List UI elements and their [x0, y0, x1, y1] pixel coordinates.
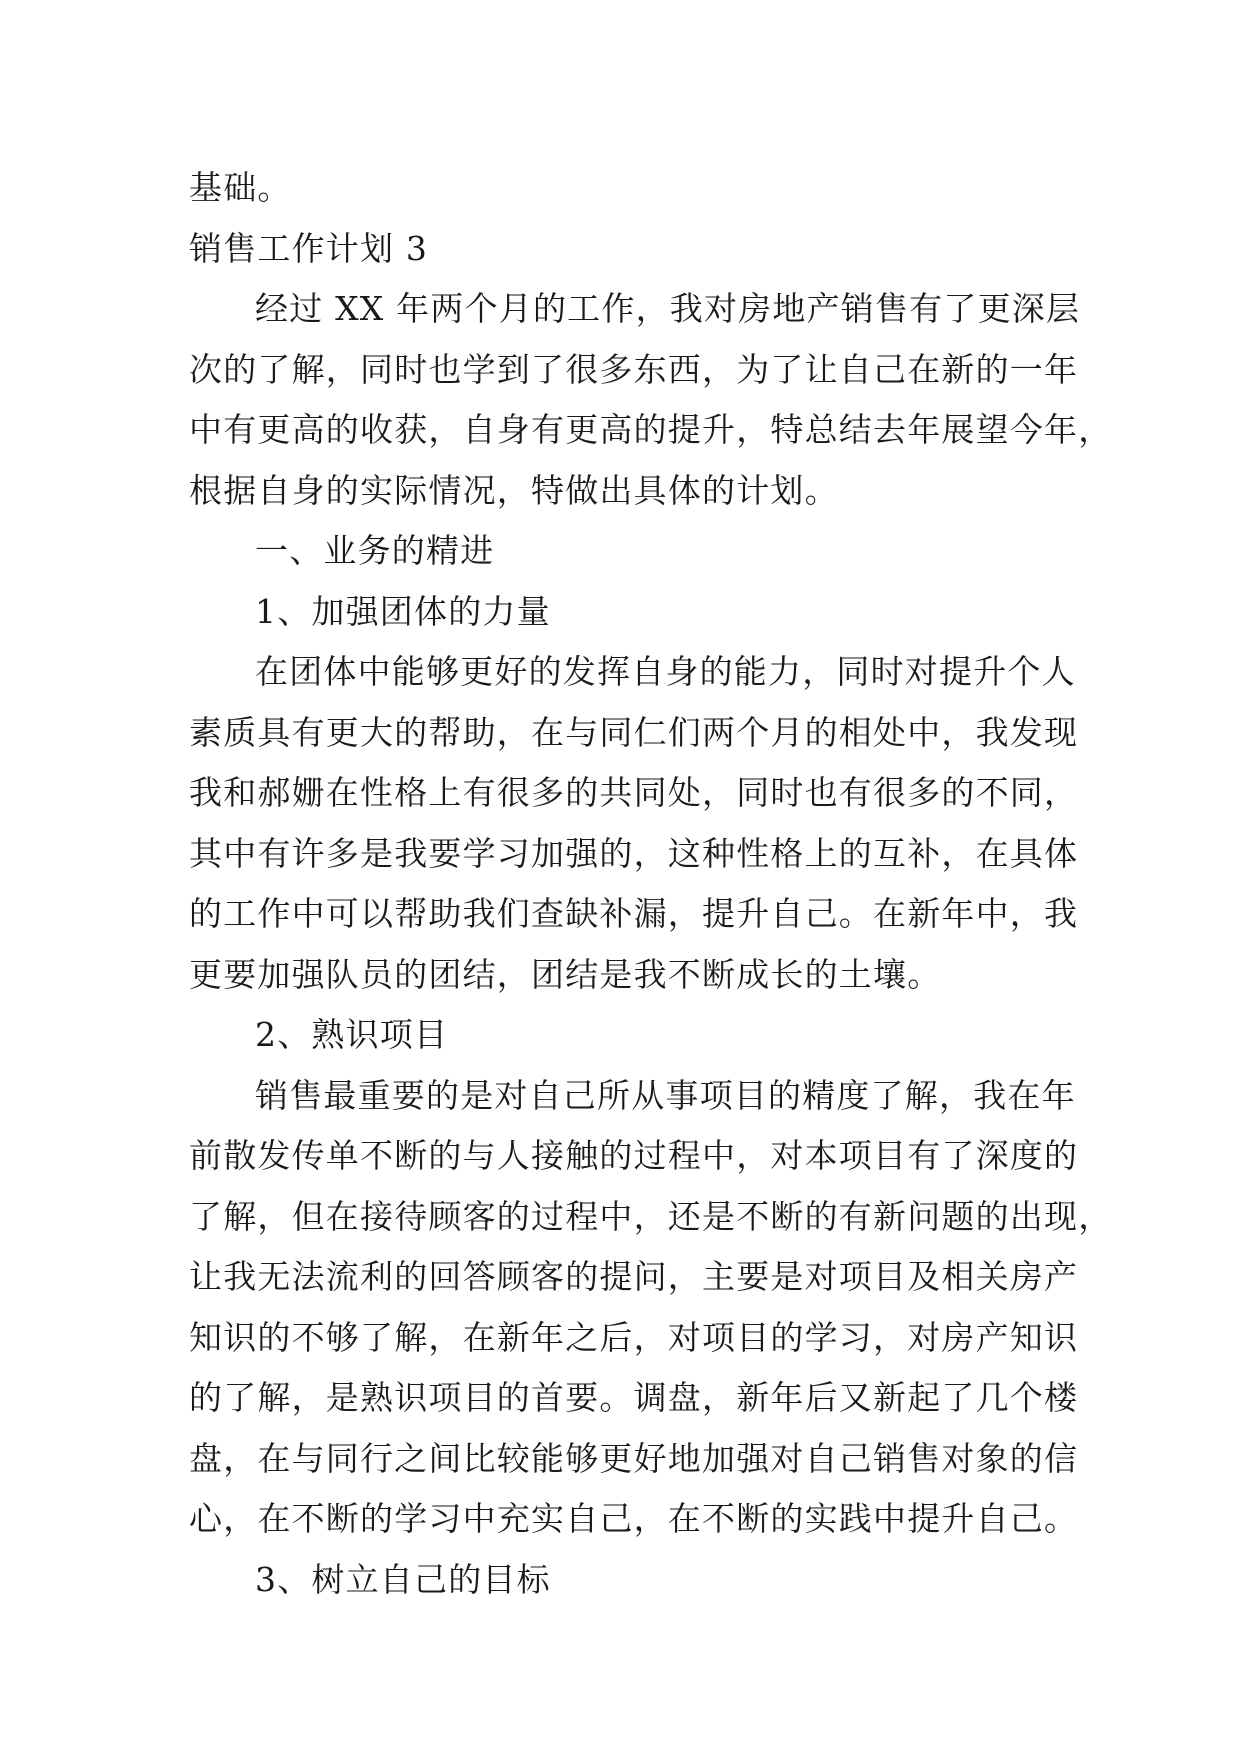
section-title: 销售工作计划 3: [189, 228, 429, 268]
text-line: 了解，但在接待顾客的过程中，还是不断的有新问题的出现，: [189, 1196, 1113, 1236]
text-line: 基础。: [189, 168, 292, 207]
text-line: 根据自身的实际情况，特做出具体的计划。: [189, 470, 839, 510]
text-line: 中有更高的收获，自身有更高的提升，特总结去年展望今年，: [189, 410, 1113, 449]
text-line: 的工作中可以帮助我们查缺补漏，提升自己。在新年中，我: [189, 894, 1079, 933]
text-line: 让我无法流利的回答顾客的提问，主要是对项目及相关房产: [189, 1257, 1079, 1296]
text-line: 知识的不够了解，在新年之后，对项目的学习，对房产知识: [189, 1317, 1079, 1357]
text-line: 素质具有更大的帮助，在与同仁们两个月的相处中，我发现: [189, 712, 1079, 752]
text-line: 的了解，是熟识项目的首要。调盘，新年后又新起了几个楼: [189, 1378, 1079, 1417]
text-line: 在团体中能够更好的发挥自身的能力，同时对提升个人: [255, 652, 1076, 691]
document-body: [189, 158, 1113, 1610]
text-line: 盘，在与同行之间比较能够更好地加强对自己销售对象的信: [189, 1438, 1079, 1478]
text-line: 更要加强队员的团结，团结是我不断成长的土壤。: [189, 954, 942, 994]
text-line: 经过 XX 年两个月的工作，我对房地产销售有了更深层: [255, 289, 1081, 328]
text-line: 我和郝姗在性格上有很多的共同处，同时也有很多的不同，: [189, 773, 1079, 812]
text-line: 前散发传单不断的与人接触的过程中，对本项目有了深度的: [189, 1136, 1079, 1175]
text-line: 次的了解，同时也学到了很多东西，为了让自己在新的一年: [189, 349, 1079, 389]
heading-business: 一、业务的精进: [255, 531, 495, 570]
text-line: 其中有许多是我要学习加强的，这种性格上的互补，在具体: [189, 833, 1079, 873]
subheading-project: 2、熟识项目: [255, 1015, 449, 1054]
text-line: 销售最重要的是对自己所从事项目的精度了解，我在年: [255, 1075, 1076, 1115]
subheading-goals: 3、树立自己的目标: [255, 1559, 551, 1599]
text-line: 心，在不断的学习中充实自己，在不断的实践中提升自己。: [189, 1499, 1079, 1538]
subheading-team: 1、加强团体的力量: [255, 591, 551, 631]
